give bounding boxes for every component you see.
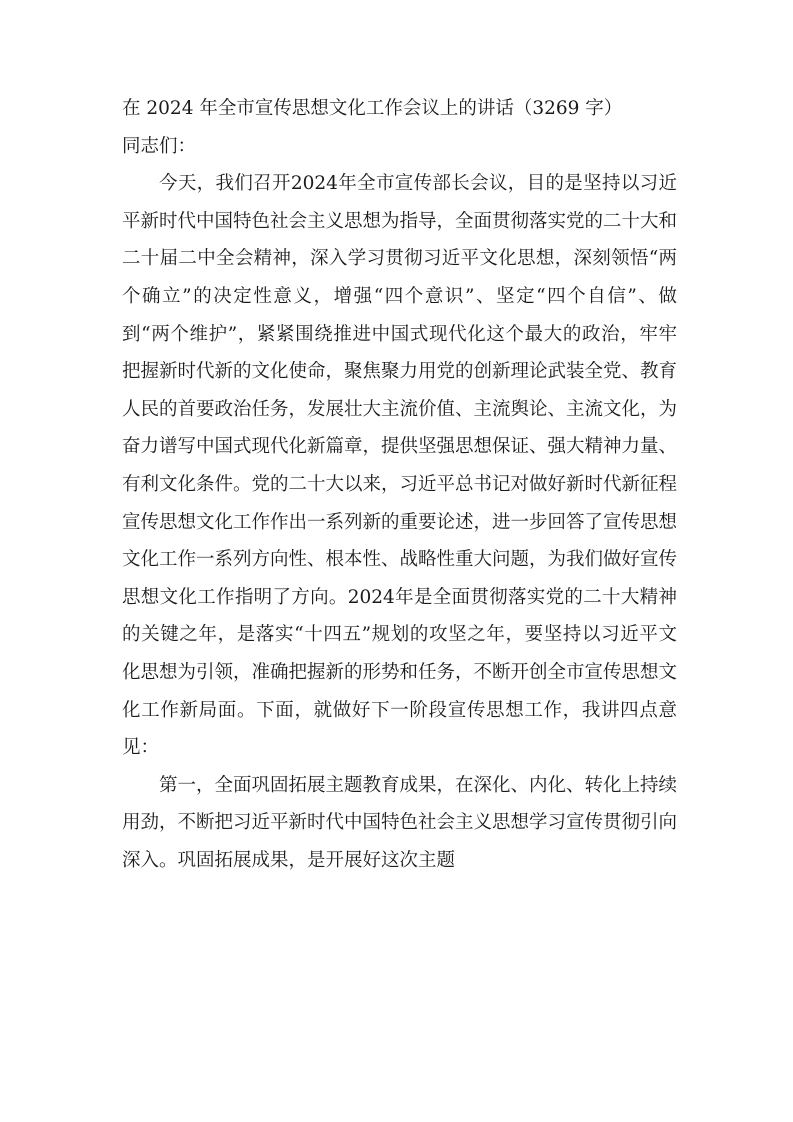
document-body	[122, 90, 677, 879]
paragraph-2: 第一，全面巩固拓展主题教育成果，在深化、内化、转化上持续用劲，不断把习近平新时代中国特色社会主义思想学习宣传贯彻引向深入。巩固拓展成果，是开展好这次主题	[122, 774, 678, 871]
document-title: 在 2024 年全市宣传思想文化工作会议上的讲话（3269 字）	[122, 98, 623, 119]
paragraph-1: 今天，我们召开2024年全市宣传部长会议，目的是坚持以习近平新时代中国特色社会主义思想为指导，全面贯彻落实党的二十大和二十届二中全会精神，深入学习贯彻习近平文化思想，深刻领悟“两个确立”的决定性意义，增强“四个意识”、坚定“四个自信”、做到“两个维护”，紧紧围绕推进中国式现代化这个最大的政治，牢牢把握新时代新的文化使命，聚焦聚力用党的创新理论武装全党、教育人民的首要政治任务，发展壮大主流价值、主流舆论、主流文化，为奋力谱写中国式现代化新篇章，提供坚强思想保证、强大精神力量、有利文化条件。党的二十大以来，习近平总书记对做好新时代新征程宣传思想文化工作作出一系列新的重要论述，进一步回答了宣传思想文化工作一系列方向性、根本性、战略性重大问题，为我们做好宣传思想文化工作指明了方向。2024年是全面贯彻落实党的二十大精神的关键之年，是落实“十四五”规划的攻坚之年，要坚持以习近平文化思想为引领，准确把握新的形势和任务，不断开创全市宣传思想文化工作新局面。下面，就做好下一阶段宣传思想工作，我讲四点意见：	[122, 173, 678, 759]
salutation: 同志们：	[122, 135, 197, 157]
